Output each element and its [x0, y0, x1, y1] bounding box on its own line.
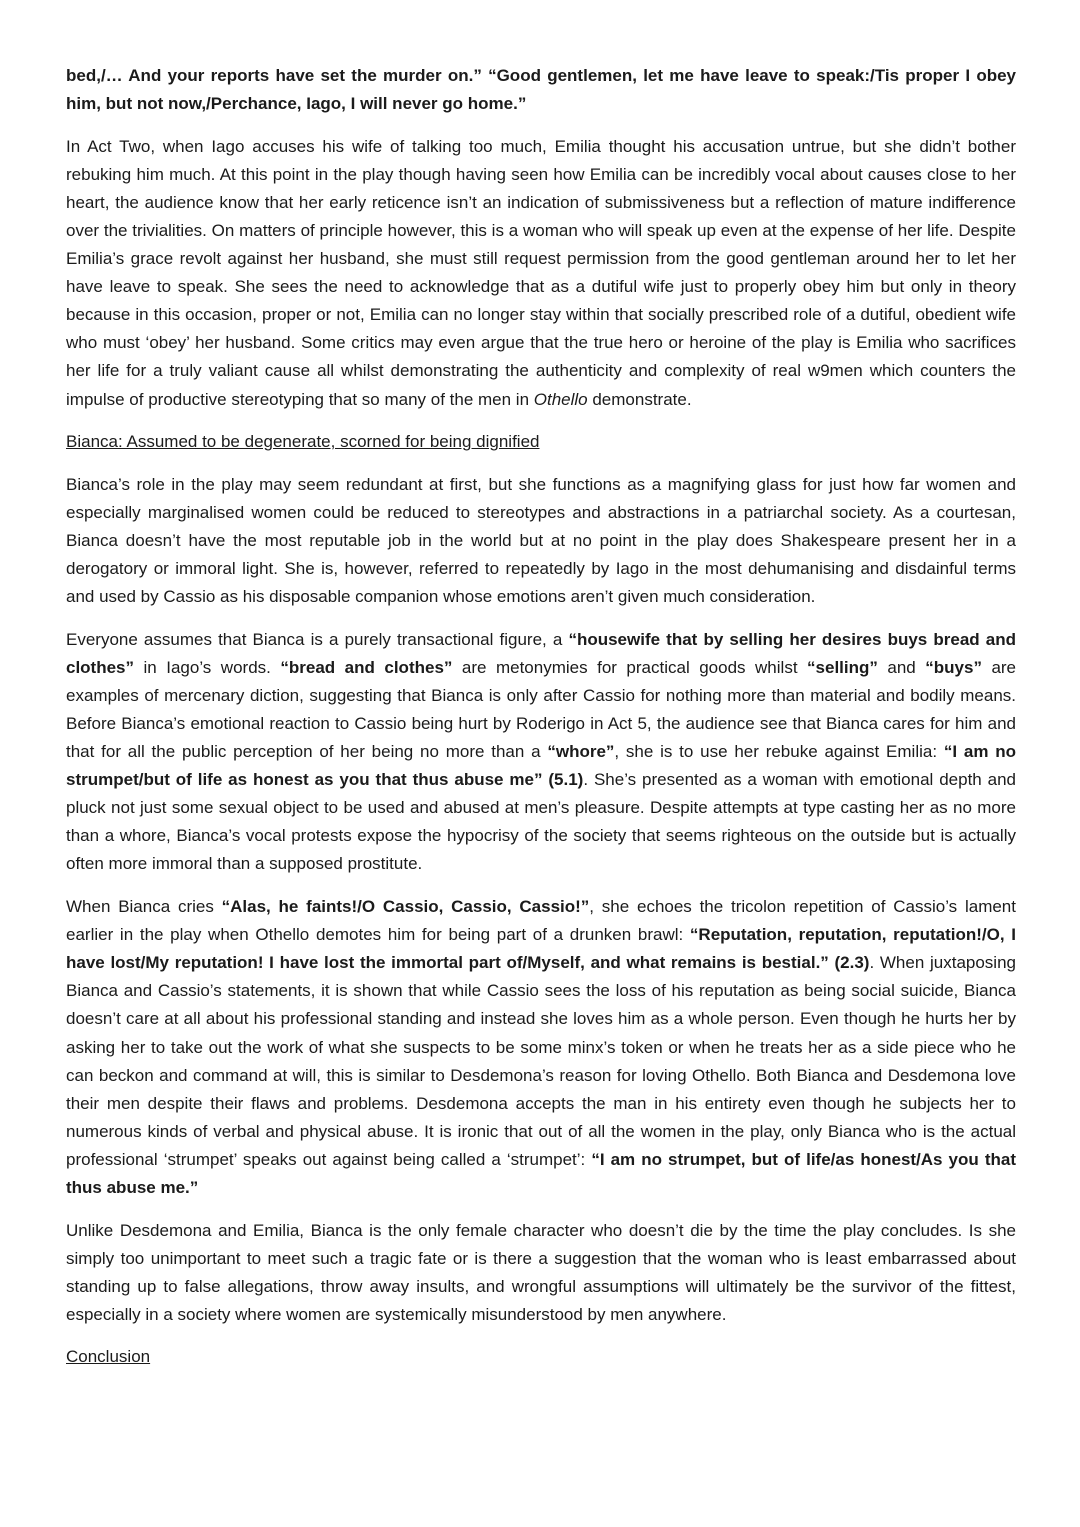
paragraph-text: are metonymies for practical goods whilst — [452, 657, 808, 677]
heading-text: Conclusion — [66, 1347, 151, 1367]
bold-quote: “bread and clothes” — [280, 657, 453, 677]
heading-text: Bianca: Assumed to be degenerate, scorned for being dignified — [66, 432, 540, 452]
bold-quote: “Alas, he faints!/O Cassio, Cassio, Cassio!” — [221, 897, 590, 917]
paragraph-text: . She’s presented as a woman with emotional depth and pluck not just some sexual object to be used and abused at men’s pleasure. Despite attempts at type casting her as no more than a whore, Bianca’s vocal protests expose the hypocrisy of the society that seems righteous on the outside but is actually often more immoral than a supposed prostitute. — [66, 770, 1017, 874]
bold-quote: “buys” — [925, 657, 982, 677]
bold-quote: “I am no strumpet, but of life/as honest/As you that thus abuse me.” — [66, 1149, 1016, 1197]
play-title: Othello — [533, 389, 588, 409]
bold-quote: “Reputation, reputation, reputation!/O, I have lost/My reputation! I have lost the immortal part of/Myself, and what remains is bestial.” (2.3) — [66, 925, 1016, 973]
paragraph-text: are examples of mercenary diction, suggesting that Bianca is only after Cassio for nothing more than material and bodily means. Before Bianca’s emotional reaction to Cassio being hurt by Roderigo in Act 5, the audience see that Bianca cares for him and that for all the public perception of her being no more than a — [66, 657, 1017, 762]
bianca-survival-paragraph — [66, 1217, 1016, 1329]
paragraph-text: In Act Two, when Iago accuses his wife of talking too much, Emilia thought his accusation untrue, but she didn’t bother rebuking him much. At this point in the play though having seen how Emilia can be incredibly vocal about causes close to her heart, the audience know that her early reticence isn’t an indication of submissiveness but a reflection of mature indifference over the trivialities. On matters of principle however, this is a woman who will speak up even at the expense of her life. Despite Emilia’s grace revolt against her husband, she must still request permission from the good gentleman around her to let her have leave to speak. She sees the need to acknowledge that as a dutiful wife just to properly obey him but only in theory because in this occasion, proper or not, Emilia can no longer stay within that socially prescribed role of a dutiful, obedient wife who must ‘obey’ her husband. Some critics may even argue that the true hero or heroine of the play is Emilia who sacrifices her life for a truly valiant cause all whilst demonstrating the authenticity and complexity of real w9men which counters the impulse of productive stereotyping that so many of the men in — [66, 136, 1016, 409]
paragraph-text: Everyone assumes that Bianca is a purely transactional figure, a — [66, 629, 569, 649]
paragraph-text: . When juxtaposing Bianca and Cassio’s statements, it is shown that while Cassio sees the loss of his reputation as being social suicide, Bianca doesn’t care at all about his professional standing and instead she loves him as a whole person. Even though he hurts her by asking her to take out the work of what she suspects to be some minx’s token or when he treats her as a side piece who he can beckon and command at will, this is similar to Desdemona’s reason for loving Othello. Both Bianca and Desdemona love their men despite their flaws and problems. Desdemona accepts the man in his entirety even though he subjects her to numerous kinds of verbal and physical abuse. It is ironic that out of all the women in the play, only Bianca who is the actual professional ‘strumpet’ speaks out against being called a ‘strumpet’: — [66, 953, 1016, 1169]
document-page — [66, 62, 1016, 1386]
bold-quote: “whore” — [547, 742, 615, 762]
emilia-analysis-paragraph — [66, 133, 1016, 414]
bianca-cassio-paragraph — [66, 893, 1016, 1202]
bianca-role-paragraph — [66, 471, 1016, 611]
paragraph-text: in Iago’s words. — [134, 657, 281, 677]
paragraph-text: , she echoes the tricolon repetition of Cassio’s lament earlier in the play when Othello demotes him for being part of a drunken brawl: — [66, 897, 1016, 945]
section-heading-bianca — [66, 428, 1016, 456]
quote-continuation-paragraph — [66, 62, 1016, 118]
paragraph-text: , she is to use her rebuke against Emilia: — [614, 742, 944, 762]
paragraph-text: When Bianca cries — [66, 897, 222, 917]
bold-quote: “housewife that by selling her desires buys bread and clothes” — [66, 629, 1016, 677]
paragraph-text: Unlike Desdemona and Emilia, Bianca is the only female character who doesn’t die by the time the play concludes. Is she simply too unimportant to meet such a tragic fate or is there a suggestion that the woman who is least embarrassed about standing up to false allegations, throw away insults, and wrongful assumptions will ultimately be the survivor of the fittest, especially in a society where women are systemically misunderstood by men anywhere. — [66, 1220, 1016, 1324]
section-heading-conclusion — [66, 1343, 1016, 1371]
paragraph-text: Bianca’s role in the play may seem redundant at first, but she functions as a magnifying glass for just how far women and especially marginalised women could be reduced to stereotypes and abstractions in a patriarchal society. As a courtesan, Bianca doesn’t have the most reputable job in the world but at no point in the play does Shakespeare present her in a derogatory or immoral light. She is, however, referred to repeatedly by Iago in the most dehumanising and disdainful terms and used by Cassio as his disposable companion whose emotions aren’t given much consideration. — [66, 474, 1016, 607]
bold-quote: “selling” — [807, 657, 878, 677]
paragraph-text: and — [877, 657, 926, 677]
bold-quote: bed,/… And your reports have set the murder on.” “Good gentlemen, let me have leave to speak:/Tis proper I obey him, but not now,/Perchance, Iago, I will never go home.” — [66, 66, 1016, 114]
bold-quote: “I am no strumpet/but of life as honest as you that thus abuse me” (5.1) — [66, 742, 1016, 790]
bianca-transactional-paragraph — [66, 626, 1016, 879]
paragraph-text: demonstrate. — [587, 389, 692, 409]
